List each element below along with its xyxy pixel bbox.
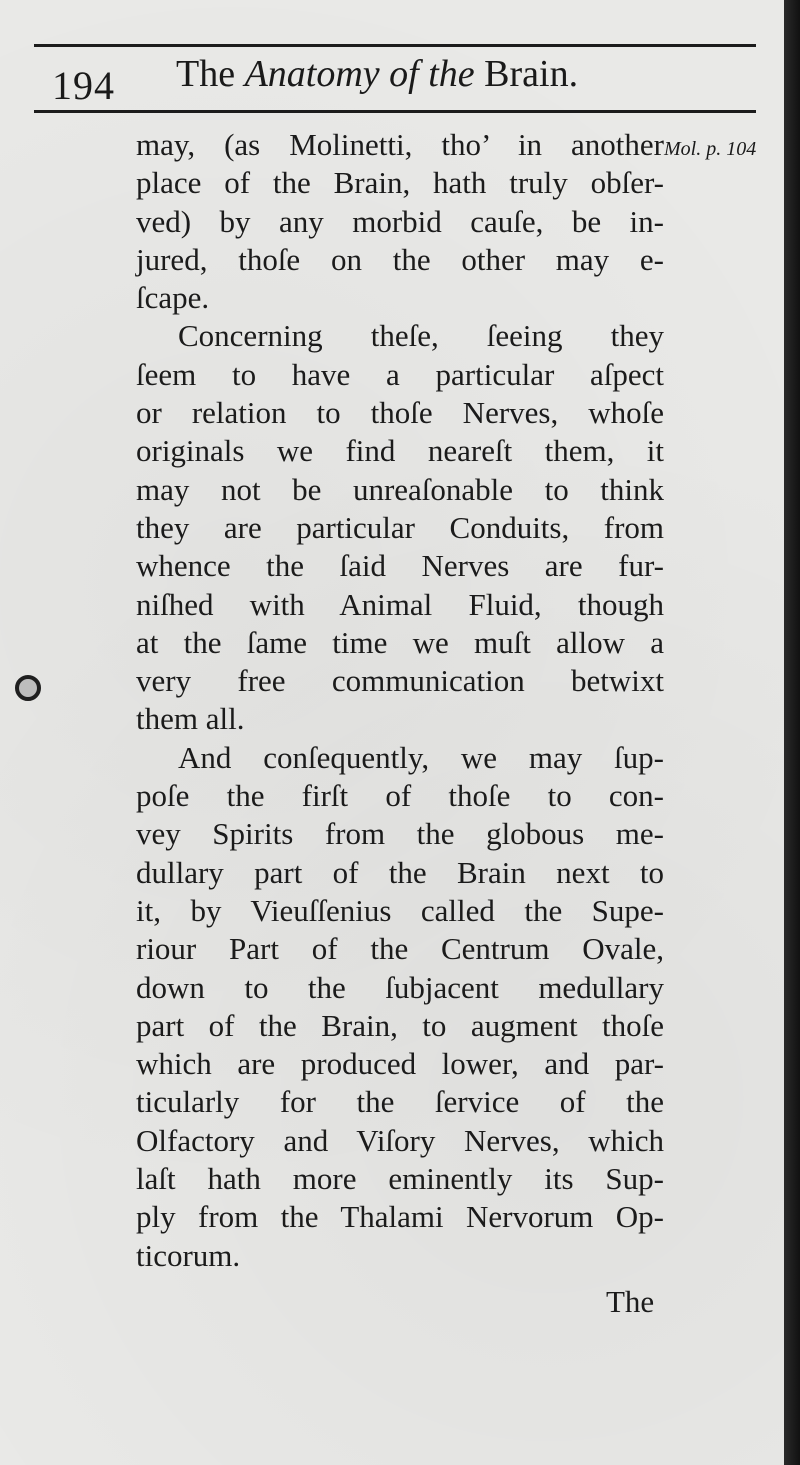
running-head-part: Brain. (474, 53, 579, 95)
text-line: at the ſame time we muſt allow a (136, 624, 664, 660)
text-line: part of the Brain, to augment thoſe (136, 1007, 664, 1043)
text-line: riour Part of the Centrum Ovale, (136, 931, 664, 967)
text-line: dullary part of the Brain next to (136, 854, 664, 890)
header-rule-top (34, 44, 756, 47)
text-line: or relation to thoſe Nerves, whoſe (136, 395, 664, 431)
text-line: And conſequently, we may ſup- (178, 739, 664, 775)
text-line: Concerning theſe, ſeeing they (178, 318, 664, 354)
text-line: niſhed with Animal Fluid, though (136, 586, 664, 622)
text-line: them all. (136, 701, 245, 737)
running-head-part: Anatomy (244, 53, 380, 95)
text-line: place of the Brain, hath truly obſer- (136, 165, 664, 201)
text-line: very free communication betwixt (136, 663, 664, 699)
running-head-part: The (176, 53, 245, 95)
text-line: which are produced lower, and par- (136, 1046, 664, 1082)
text-line: may, (as Molinetti, tho’ in another (136, 127, 664, 162)
text-line: ply from the Thalami Nervorum Op- (136, 1199, 664, 1235)
text-line: ſeem to have a particular aſpect (136, 356, 664, 392)
text-line: Olfactory and Viſory Nerves, which (136, 1122, 664, 1158)
text-line: ticularly for the ſervice of the (136, 1084, 664, 1120)
page-edge (784, 0, 800, 1465)
text-line: may not be unreaſonable to think (136, 471, 664, 507)
text-line: originals we find neareſt them, it (136, 433, 664, 469)
catchword: The (606, 1284, 655, 1319)
running-head-part: the (428, 53, 475, 95)
header-rule-bottom (34, 110, 756, 113)
binding-hole (15, 675, 41, 701)
text-line: poſe the firſt of thoſe to con- (136, 778, 664, 814)
text-line: they are particular Conduits, from (136, 509, 664, 545)
text-line: ticorum. (136, 1237, 241, 1273)
text-line: ved) by any morbid cauſe, be in- (136, 203, 664, 239)
running-head-part: of (379, 53, 429, 95)
running-head (176, 52, 578, 96)
text-line: jured, thoſe on the other may e- (136, 241, 664, 277)
text-line: vey Spirits from the globous me- (136, 816, 664, 852)
text-line: whence the ſaid Nerves are fur- (136, 548, 664, 584)
text-line: ſcape. (136, 280, 210, 316)
body-text (136, 126, 664, 1275)
page-number: 194 (52, 63, 115, 108)
text-line: down to the ſubjacent medullary (136, 969, 664, 1005)
text-line: it, by Vieuſſenius called the Supe- (136, 892, 664, 928)
marginal-note: Mol. p. 104 (664, 138, 757, 160)
text-line: laſt hath more eminently its Sup- (136, 1161, 664, 1197)
